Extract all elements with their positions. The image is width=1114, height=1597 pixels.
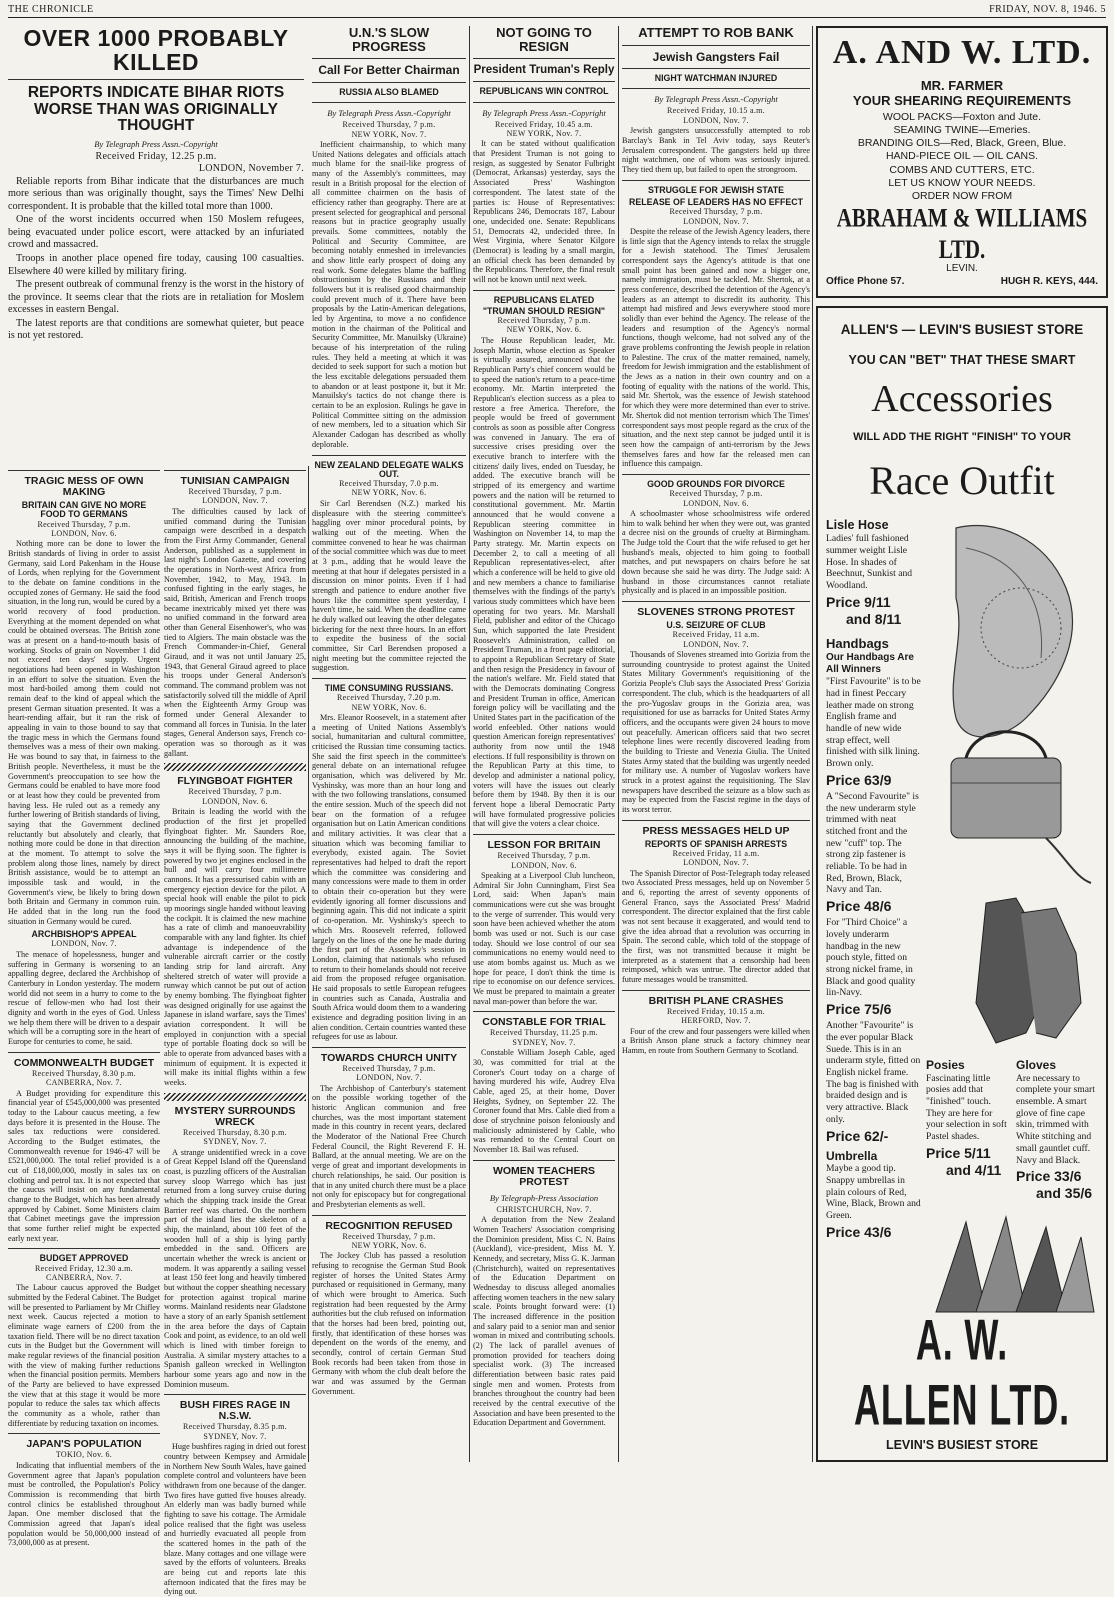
ad-phone: Office Phone 57. [826, 275, 905, 287]
paragraph: Troops in another place opened fire today, causing 100 casualties. Elsewhere 40 were killed by military firing. [8, 252, 304, 277]
received: Received Friday, 10.15 a.m. [666, 106, 765, 116]
story-body: The Jockey Club has passed a resolution refusing to recognise the German Stud Book register of horses the United States Army purchased or requisitioned in Germany, many of which were brought to America. Such registration had been requested by the Army authorities but the club refused on information that the horses had been bred, pointing out, firstly, that identification of these horses was dependent on the words of the enemy, and secondly, control of certain German Stud Book records had been taken from those in Germany with whom the club dealt before the war and was assumed by the German Government. [312, 1251, 466, 1396]
received: Received Thursday, 7 p.m. [342, 1231, 436, 1241]
separator [164, 1093, 306, 1101]
story-headline: NEW ZEALAND DELEGATE WALKS OUT. [314, 459, 464, 479]
story-body: The House Republican leader, Mr. Joseph Martin, whose election as Speaker is virtually assured, announced that the Republican Party's chief concern would be to speed the nation's return to a peace-time economy. Mr. Martin interpreted the Republican's election success as a plea to restore a free America. Therefore, the people would be freed of government controls as soon as possible after Congress was convened in January. The era of successive crises presiding over the executive branch to interfere with the citizens' daily lives, ended on Tuesday, he added. The executive branch will be stripped of its emergency and wartime powers and the nation will be returned to constitutional government. Mr. Martin announced that he would convene a Republican steering committee in Washington on November 14, to map the Party strategy. Mr. Martin expects on December 2, to call a meeting of all Republican representatives-elect, after which a conference will be held to give old and new members a chance to familiarise themselves with the findings of the party's various study committees which have been operating for two years. Mr. Marshall Field, publisher and editor of the Chicago Sun, which supported the late President Roosevelt's Administration, called on President Truman, in a front page editorial, to appoint a Republican Secretary of State and then resign the Presidency in favour of the nation's welfare. Mr. Field stated that with the Democrats dominating Congress and President Truman in office, American foreign policy will be vacillating and the United States part in the pacification of the world enfeebled. Other nations would question American foreign representatives' authority from now until the 1948 elections. If full responsibility is thrown on the Republican Party at this time, to develop and administer a national policy, voters will have the issues out clearly before them by 1948. By then it is our fervent hope a liberal Democratic Party will have formulated progressive policies that will give the voters a clear choice. [473, 335, 615, 829]
byline: By Telegraph Press Assn.-Copyright [482, 107, 606, 118]
posies-block [926, 1058, 1010, 1202]
story-body: Constable William Joseph Cable, aged 30, was committed for trial at the Coroner's Court today on a charge of having murdered his wife, Audrey Elva Cable, aged 25, at their home, Dover Heights, Sydney, on September 22. The Coroner found that Mrs. Cable died from a dose of strychnine poison feloniously and maliciously administered by Cable, who was remanded to the Central Court on November 18. Bail was refused. [473, 1048, 615, 1155]
dateline: TOKIO, Nov. 6. [55, 1450, 113, 1460]
received: Received Thursday, 8.35 p.m. [183, 1422, 287, 1432]
story-subheadline: RUSSIA ALSO BLAMED [339, 86, 439, 97]
story-headline: STRUGGLE FOR JEWISH STATE [647, 184, 785, 195]
story-body: Four of the crew and four passengers were killed when a British Anson plane struck a factory chimney near Hamm, en route from Southern Germany to Scotland. [622, 1026, 810, 1055]
product-desc: Another "Favourite" is the ever popular Black Suede. This is in an underarm style, fitted on English nickel frame. The bag is finished with braided design and is very attractive. Black only. [826, 1020, 921, 1125]
received: Received Thursday, 7.20 p.m. [337, 693, 441, 703]
byline: By Telegraph Press Assn.-Copyright [94, 139, 218, 150]
ad-line: YOU CAN "BET" THAT THESE SMART [848, 353, 1076, 367]
product-price: and 8/11 [846, 610, 902, 627]
lead-story [8, 26, 304, 466]
story-headline: MYSTERY SURROUNDS WRECK [174, 1104, 296, 1128]
product-price: and 35/6 [1036, 1185, 1093, 1202]
ad-town: LEVIN. [946, 262, 978, 274]
product-desc: Maybe a good tip. Snappy umbrellas in plain colours of Red, Wine, Black, Brown and Green. [826, 1163, 921, 1222]
lead-headline: OVER 1000 PROBABLY KILLED [23, 25, 289, 76]
story-body: Huge bushfires raging in dried out forest country between Kempsey and Armidale in Northern New South Wales, have gained complete control and volunteers have been withdrawn from one because of the danger. Two fires have gutted five houses already. An elderly man was badly burned while fighting to save his cottage. The Armidale police realised that the fight was useless and hurriedly evacuated all people from the scattered homes in the path of the blaze. Many cottages and one village were saved by the efforts of volunteers. Breaks are being cut and reports late this afternoon indicated that the fires may be dying out. [164, 1442, 306, 1597]
story-headline: JAPAN'S POPULATION [26, 1438, 142, 1451]
dateline: LONDON, Nov. 7. [683, 115, 749, 125]
story-body: Mrs. Eleanor Roosevelt, in a statement after a meeting of United Nations Assembly's social, humanitarian and cultural committee, criticised the Russian time consuming tactics. She said the first speech in the committee's general debate on an international refugee organisation, which was delivered by Mr. Vyshinsky, was more than an hour long and with the two following translations, consumed the entire session. Much of the speech did not bear on the formation of a refugee organisation but on Latin American conditions and military activities. It was clear that a situation which was becoming familiar to everybody, existed again. The Soviet representatives had helped to draft the report which the committee was considering and many concessions were made to them in order to obtain their co-operation but they were evidently ignoring all former discussions and beginning again. This did not indicate a spirit of co-operation. Mr. Vyshinsky's speech to which Mrs. Roosevelt referred, followed largely on the lines of the one he made during the first part of the Assembly's session in London, claiming that nationals who refused to return to their homelands should not receive aid from the proposed refugee organisation. He said proposals to settle European refugees in countries such as Canada, Australia and South Africa would doom them to a wandering existence and degrading position living in an alien condition. Certain countries wanted these refugees for use as labour. [312, 713, 466, 1042]
ad-line: WOOL PACKS—Foxton and Jute. [882, 111, 1042, 123]
story-body: Sir Carl Berendsen (N.Z.) marked his displeasure with the steering committee's haggling over minor procedural points, by walking out of the meeting. When the committee convened to hear he was chairman of the social committee which was due to meet at 3 p.m., adding that he would leave the meeting at that hour if delegates persisted in a discussion on minor points. Even if I had strength and patience to endure another five hours like the committee spent yesterday, I haven't time, he said. When the deadline came he duly walked out leaving the other delegates bickering for the next three hours. In an effort to expedite the business of the social committee, Sir Carl Berendsen proposed a night meeting but the committee rejected the suggestion. [312, 498, 466, 673]
story-subheadline: REPUBLICANS WIN CONTROL [479, 86, 609, 97]
dateline: NEW YORK, Nov. 7. [506, 129, 582, 139]
column-1 [8, 470, 160, 1548]
product-title: Gloves [1016, 1058, 1057, 1072]
product-price: Price 43/6 [826, 1223, 892, 1240]
product-title: Handbags [826, 635, 889, 651]
ad-text-column [826, 518, 922, 1327]
received: Received Thursday, 7 p.m. [497, 316, 591, 326]
byline: By Telegraph Press Assn.-Copyright [327, 108, 451, 119]
dateline: NEW YORK, Nov. 6. [351, 702, 427, 712]
story-headline: TOWARDS CHURCH UNITY [320, 1051, 458, 1064]
story-body: Thousands of Slovenes streamed into Gorizia from the surrounding countryside to protest against the United States Military Government's requisitioning of the Gorizia People's Club says the Associated Press' Gorizia correspondent. The club, which is the headquarters of all the pro-Yugoslav groups in the Gorizia area, was requisitioned for use as barracks for United States Army officers, and the occupants were given 24 hours to move out peacefully. American officers said that two secret telephone lines were recently discovered leading from the building to Trieste and Venezia Giulia. The United States Army stated that the building was urgently needed for military use. A number of Yugoslav workers have struck in a protest against the requisitioning. The Slav newspapers have described the seizure as a blow such as may be expected from the Fascist regime in the days of its worst terror. [622, 650, 810, 814]
received: Received Friday, 11 a.m. [672, 848, 760, 858]
product-desc: Ladies' full fashioned summer weight Lisle Hose. In shades of Beechnut, Sunkist and Woodland. [826, 533, 913, 592]
story-headline: WOMEN TEACHERS PROTEST [492, 1164, 596, 1188]
ad-footer: LEVIN'S BUSIEST STORE [885, 1438, 1039, 1452]
story-headline: TUNISIAN CAMPAIGN [180, 475, 290, 487]
story-body: Britain is leading the world with the production of the first jet propelled flyingboat fighter. Mr. Saunders Roe, announcing the building of the machine, says it will be flying soon. The fighter is powered by two jet engines enclosed in the hull and will carry four millimetre cannons. It has a pressurised cabin with an emergency ejection device for the pilot. A special hook will enable the pilot to pick up moorings single handed without leaving the cockpit. It is claimed the new machine has a rate of climb and manoeuvrability comparable with any land fighter. Its chief advantage is independence of the vulnerable aircraft carrier or the costly landing strip for land aircraft. Any sheltered stretch of water will provide a runway which cannot be put out of action by enemy bombing. The flyingboat fighter was designed originally for use against the Japanese in island warfare, says the Times' aviation correspondent. It will be employed in conjunction with a special type of portable floating dock so will be able to operate from advanced bases with a minimum of equipment. It is expected it will make its initial flights within a few weeks. [164, 807, 306, 1088]
dateline: NEW YORK, Nov. 6. [351, 1240, 427, 1250]
ad-line: LET US KNOW YOUR NEEDS. [888, 176, 1036, 189]
product-price: Price 62/- [826, 1127, 889, 1144]
lead-subheadline: REPORTS INDICATE BIHAR RIOTS WORSE THAN WAS ORIGINALLY THOUGHT [27, 84, 285, 134]
received: Received Friday, 12.25 p.m. [95, 151, 217, 163]
product-price: Price 75/6 [826, 1001, 892, 1018]
story-headline: LESSON FOR BRITAIN [487, 839, 601, 852]
issue-date: FRIDAY, NOV. 8, 1946. 5 [989, 4, 1106, 15]
product-price: and 4/11 [946, 1161, 1002, 1178]
ad-firm: ABRAHAM & WILLIAMS LTD. [836, 202, 1088, 264]
paper-name: THE CHRONICLE [8, 4, 94, 15]
ad-line: COMBS AND CUTTERS, ETC. [889, 163, 1035, 176]
story-body: A deputation from the New Zealand Women Teachers' Association comprising the Dominion president, Miss C. N. Bains (Auckland), vice-president, Miss M. Y. Kennedy, and secretary, Miss G. K. Jarman (Christchurch), waited on representatives of the Education Department on Wednesday to discuss alleged anomalies affecting women teachers in the new salary scale. Points brought forward were: (1) The increased difference in the position and salary paid to a senior man and senior woman in mixed and contributing schools. (2) The lack of parallel avenues of promotion provided for teachers doing specialist work. (3) The increased differentiation between basic rates paid single men and women. Protests from branches throughout the country had been received by the central executive of the Association and have been presented to the Education Department and Government. [473, 1215, 615, 1428]
story-headline: TIME CONSUMING RUSSIANS. [324, 682, 454, 693]
story-headline: BUDGET APPROVED [39, 1253, 129, 1264]
story-body: It can be stated without qualification that President Truman is not going to resign, as suggested by Senator Fulbright (Democrat, Arkansas) yesterday, says the Associated Press' Washington correspondent. The latest state of the parties is: House of Representatives: Republicans 246, Democrats 187, Labour one, undecided one. Senate: Republicans 51, Democrats 42, undecided three. In West Virginia, where Senator Kilgore (Democrat) is leading by a small margin, an official check has been demanded by the Republicans. Therefore, the final result will not be known until next week. [473, 139, 615, 284]
product-price: Price 33/6 [1016, 1168, 1082, 1185]
product-subtitle: Our Handbags Are All Winners [826, 651, 914, 675]
story-body: Inefficient chairmanship, to which many United Nations delegates and officials attach much blame for the snail-like progress of many of the Assembly's committees, may result in a British proposal for the election of all committee chairmen on the basis of efficiency rather than geography. There are at present selected for geographical and personal reasons but in practice geography usually prevails. Some committees, notably the Political and Security Committee, are becoming notably enmeshed in irrelevancies and show little early prospect of doing any real work. Some delegates blame the baffling obstructionism by the Russians and their followers but it is realised good chairmanship could prevent much of it. There have been proposals by the Latin-American delegations, led by Argentina, to move a no confidence motion in the chairman of the Political and Security Committee, Mr. Manuilsky (Ukraine) because of his interpretation of the ruling rules. They held a meeting at which it was decided to seek support for such a motion but the less excitable delegations persuaded them to abandon or at least postpone it, but it Mr. Manuilsky's tactics do not change there is certain to be an explosion. Rulings he gave in Political Committee sitting on the admission of new members, led to a situation which Sir Alexander Cadogan has described as wholly deplorable. [312, 140, 466, 449]
received: Received Thursday, 7 p.m. [188, 487, 282, 497]
product-price: Price 9/11 [826, 593, 891, 610]
received: Received Thursday, 8.30 p.m. [183, 1127, 287, 1137]
story-headline: ARCHBISHOP'S APPEAL [31, 929, 137, 940]
dateline: HERFORD, Nov. 7. [681, 1016, 751, 1026]
received: Received Friday, 11 a.m. [672, 630, 760, 640]
story-body: Nothing more can be done to lower the British standards of living in order to assist Germany, said Lord Pakenham in the House of Lords, when replying for the Government to the debate on famine conditions in the occupied zones of Germany. He said the food situation, in the long run, would be cured by a world recovery of food production. Everything at the moment depended on what could be obtained overseas. The British zone was at present on a hand-to-mouth basis of working. Stocks of grain on November 1 did not exceed ten days' supply. Urgent negotiations had been opened in Washington in an effort to solve the situation. Even the most hard-boiled among them could not remain deaf to the kind of appeal which the present German situation presented. It was a heart-rending affair, but it ran the risk of appealing in vain to those bound to say that the tragic mess in which the Germans found themselves was a mess of their own making. He was bound to say that, in fairness to the British people. Nevertheless, it must be the Government's preoccupation to see how the Germans could be enabled to have more food or at least how they could be prevented from having less. He ruled out as a remedy any further lowering of British standards of living, saying that the Government declined reluctantly but absolutely and clearly, that nothing more could be done in that direction at the moment. To attempt to solve the problem along those lines, namely by direct British assistance, would be to attempt an impossible task and would, in the Government's view, be likely to bring down both Britain and Germany in common ruin. He added that in the long run the food situation in Germany would be cured. [8, 539, 160, 926]
gloves-illustration [926, 893, 1098, 1053]
ad-accessories: Accessories [871, 378, 1053, 420]
story-body: A strange unidentified wreck in a cove of Great Keppel Island off the Queensland coast, is puzzling officers of the Australian survey sloop Warrego which has just returned from a long survey cruise during which the shipping track inside the Great Barrier reef was charted. On the northern part of the island lies the skeleton of a ship, the mainland, about 100 feet of the wooden hull of a ship is lying partly embedded in the sand. Officers are uncertain whether the wreck is ancient or modern. It was apparently a sailing vessel at least 150 feet long and heavily timbered but without the copper sheathing necessary for protection against tropical marine worms. Mainland residents near Gladstone have a story of an early Spanish settlement in the area before the days of Captain Cook and point, as evidence, to an old well which is lined with timber foreign to Australia. A similar mystery attaches to a Spanish galleon wrecked in Wellington harbour some years ago and now in the Dominion museum. [164, 1147, 306, 1389]
product-title: Umbrella [826, 1148, 878, 1163]
story-headline: BUSH FIRES RAGE IN N.S.W. [179, 1399, 291, 1423]
story-body: The menace of hopelessness, hunger and suffering in Germany is worsening to an appalling degree, declared the Archbishop of Canterbury in London yesterday. The modern world did not seem in a hurry to come to the rescue of fellow-men who had lost their dignity and worth in the eyes of God. Unless we help them there will be driven to a despair which will be a corrupting sore in the heart of Europe for centuries to come, he said. [8, 949, 160, 1046]
umbrella-illustration [926, 1202, 1098, 1322]
masthead [8, 4, 1106, 18]
received: Received Thursday, 7 p.m. [669, 207, 763, 217]
story-headline: NOT GOING TO RESIGN [496, 25, 592, 54]
story-subheadline: "TRUMAN SHOULD RESIGN" [482, 305, 606, 316]
story-body: The Labour caucus approved the Budget submitted by the Federal Cabinet. The Budget will be presented to Parliament by Mr Chifley next week. Caucus rejected a motion to eliminate wage earners of £200 from the taxation field. There will be no direct taxation cuts in the Budget but the Government will make regular reviews of the financial position with the view of making further reductions when the financial position permits. Members of the Party are believed to have expressed the view that at this stage it would be more popular to reduce the sales tax which affects the community as a whole, rather than differentiate by reducing taxation on incomes. [8, 1283, 160, 1428]
column-rule [812, 26, 813, 1462]
dateline: LONDON, Nov. 7. [683, 858, 749, 868]
ad-allen-name: A. W. ALLEN LTD. [854, 1309, 1070, 1438]
received: Received Friday, 10.15 a.m. [666, 1006, 765, 1016]
dateline: LONDON, Nov. 6. [202, 796, 268, 806]
dateline: LONDON, November 7. [198, 162, 304, 174]
byline: By Telegraph Press Assn.-Copyright [654, 94, 778, 105]
received: Received Friday, 10.45 a.m. [494, 119, 593, 129]
story-headline: FLYINGBOAT FIGHTER [177, 775, 293, 788]
story-subheadline: Jewish Gangsters Fail [652, 49, 780, 64]
column-rule [469, 26, 470, 1462]
dateline: LONDON, Nov. 7. [683, 639, 749, 649]
story-headline: GOOD GROUNDS FOR DIVORCE [647, 478, 785, 489]
ad-a-and-w [816, 26, 1108, 298]
product-desc: Are necessary to complete your smart ensemble. A smart glove of fine cape skin, trimmed with White stitching and small gauntlet cuff. Navy and Black. [1016, 1072, 1095, 1166]
paragraph: One of the worst incidents occurred when 150 Moslem refugees, being evacuated under police escort, were attacked by an infuriated crowd and massacred. [8, 214, 304, 251]
story-headline: PRESS MESSAGES HELD UP [642, 824, 790, 837]
ad-line: BRANDING OILS—Red, Black, Green, Blue. [857, 137, 1067, 150]
gloves-block [1016, 1058, 1098, 1202]
ad-line: HAND-PIECE OIL — OIL CANS. [885, 150, 1039, 163]
column-2 [164, 470, 306, 1597]
story-headline: REPUBLICANS ELATED [493, 294, 595, 305]
separator [164, 763, 306, 771]
product-title: Posies [926, 1058, 965, 1072]
story-body: A schoolmaster whose schoolmistress wife ordered him to walk behind her when they were out, was granted a decree nisi on the grounds of cruelty at Birmingham. The Judge told the Court that the wife refused to get her husband's meals, objected to him going to football matches, and put newspapers on chairs before he sat down because she said he was dirty. The Judge said: A husband in those circumstances cannot retaliate physically and is placed in an impossible position. [622, 508, 810, 596]
received: Received Thursday, 7 p.m. [497, 851, 591, 861]
handbag-illustration [926, 518, 1098, 888]
received: Received Thursday, 7 p.m. [342, 1063, 436, 1073]
product-price: Price 63/9 [826, 771, 892, 788]
dateline: NEW YORK, Nov. 7. [351, 129, 427, 139]
ad-allens [816, 306, 1108, 1462]
received: Received Friday, 12.30 a.m. [34, 1263, 133, 1273]
story-body: The Spanish Director of Post-Telegraph today released two Associated Press messages, held up on November 5 and 6, reporting the arrest of seventy opponents of General Franco, says the Associated Press' Madrid correspondent. The director explained that the first cable was not sent because it exaggerated, and would tend to give the idea abroad that a revolution was occurring in Spain. The second cable, which told of the stoppage of the first, was not transmitted because it might be interpreted as a statement that a censorship had been reimposed, which was untrue. The director added that future messages would be transmitted. [622, 868, 810, 985]
received: Received Thursday, 7 p.m. [342, 120, 436, 130]
story-subheadline: REPORTS OF SPANISH ARRESTS [644, 838, 788, 849]
ad-keys: HUGH R. KEYS, 444. [1000, 275, 1098, 287]
dateline: LONDON, Nov. 7. [51, 939, 117, 949]
story-headline: RECOGNITION REFUSED [325, 1219, 453, 1232]
dateline: LONDON, Nov. 7. [356, 1073, 422, 1083]
story-headline: CONSTABLE FOR TRIAL [482, 1016, 606, 1029]
story-subheadline: NIGHT WATCHMAN INJURED [654, 73, 778, 84]
dateline: LONDON, Nov. 6. [51, 528, 117, 538]
column-4 [473, 26, 615, 1462]
ad-title: A. AND W. LTD. [832, 34, 1092, 71]
column-rule [308, 466, 309, 1462]
paragraph: The latest reports are that conditions are somewhat quieter, but peace is not yet restored. [8, 317, 304, 342]
received: Received Thursday, 8.30 p.m. [32, 1068, 136, 1078]
received: Received Thursday, 7 p.m. [669, 489, 763, 499]
ad-line: ORDER NOW FROM [911, 189, 1013, 202]
story-subheadline: RELEASE OF LEADERS HAS NO EFFECT [629, 196, 803, 207]
dateline: NEW YORK, Nov. 6. [351, 488, 427, 498]
received: Received Thursday, 7 p.m. [37, 519, 131, 529]
column-5 [622, 26, 810, 1462]
ad-line: MR. FARMER [920, 78, 1004, 93]
dateline: SYDNEY, Nov. 7. [512, 1037, 576, 1047]
ad-line: SEAMING TWINE—Emeries. [893, 124, 1031, 137]
ad-header: ALLEN'S — LEVIN'S BUSIEST STORE [840, 322, 1084, 337]
received: Received Thursday, 7.0 p.m. [339, 478, 439, 488]
product-desc: For "Third Choice" a lovely underarm handbag in the new pouch style, fitted on strong nickel frame, in Black and good quality lin-Navy. [826, 917, 916, 999]
dateline: LONDON, Nov. 7. [202, 496, 268, 506]
story-headline: COMMONWEALTH BUDGET [13, 1056, 155, 1069]
ad-line: YOUR SHEARING REQUIREMENTS [852, 93, 1072, 108]
story-subheadline: Call For Better Chairman [318, 63, 460, 78]
dateline: CANBERRA, Nov. 7. [46, 1078, 122, 1088]
story-subheadline: U.S. SEIZURE OF CLUB [666, 620, 766, 631]
story-headline: TRAGIC MESS OF OWN MAKING [24, 475, 144, 499]
dateline: LONDON, Nov. 6. [511, 860, 577, 870]
story-subheadline: BRITAIN CAN GIVE NO MORE FOOD TO GERMANS [21, 500, 147, 520]
product-title: Lisle Hose [826, 518, 889, 532]
product-price: Price 5/11 [926, 1144, 991, 1161]
column-3 [312, 26, 466, 1462]
ad-illustrations [926, 518, 1098, 1327]
dateline: CANBERRA, Nov. 7. [46, 1272, 122, 1282]
received: Received Thursday, 7 p.m. [188, 787, 282, 797]
product-desc: A "Second Favourite" is the new underarm style trimmed with neat stitched front and the new "cuff" top. The strong zip fastener is reliable. To be had in Red, Brown, Black, Navy and Tan. [826, 790, 919, 896]
dateline: SYDNEY, Nov. 7. [203, 1431, 267, 1441]
story-headline: U.N.'S SLOW PROGRESS [348, 25, 430, 54]
product-price: Price 48/6 [826, 898, 892, 915]
story-body: Indicating that influential members of the Government agree that Japan's population must be controlled, the Population's Policy Commission is recommending that birth control clinics be established throughout Japan. One member disclosed that the Commission agreed that Japan's ideal population would be 50,000,000 instead of 73,000,000 as at present. [8, 1460, 160, 1548]
story-body: Jewish gangsters unsuccessfully attempted to rob Barclay's Bank in Tel Aviv today, says Reuter's Jerusalem correspondent. The gangsters held up three night watchmen, one of whom was seriously injured. They tied them up, but failed to open the strongroom. [622, 126, 810, 175]
story-body: The Archbishop of Canterbury's statement on the possible working together of the historic Anglican communion and free churches, was the most important statement made in this country in recent years, declared the Moderator of the National Free Church Federal Council, the Right Reverend F. H. Ballard, at the annual meeting. We are on the verge of great and important developments in church relationships, he said. Our position is that in any united church there must be a place not only for episcopacy but for congregational and Presbyterian elements as well. [312, 1083, 466, 1209]
dateline: CHRISTCHURCH, Nov. 7. [496, 1204, 592, 1214]
story-headline: BRITISH PLANE CRASHES [648, 994, 784, 1007]
dateline: LONDON, Nov. 7. [683, 216, 749, 226]
story-subheadline: President Truman's Reply [473, 64, 615, 77]
dateline: NEW YORK, Nov. 6. [506, 325, 582, 335]
story-body: Despite the release of the Jewish Agency leaders, there is little sign that the Agency intends to relax the struggle for a Jewish statehood. The Times' Jerusalem correspondent says the Agency's attitude is that one small point has been gained and now a bigger one, namely immigration, must be tackled. Mr. Shertok, at a press conference, described the detention of the Agency's leaders as an attempt to discredit its authority. This attempt had misfired and Jews everywhere stood more solidly than ever behind the Agency. The release of the leaders and resumption of the Agency's normal functions, though welcome, had not solved any of the grave problems confronting the Jewish people in relation to Palestine. The crux of the matter remained, namely, freedom for Jewish immigration and the establishment of the Jews as a nation in their own country and on a footing of equality with the nations of the world. This, said Mr. Shertok, was the essence of Jewish statehood for which they were more determined than ever to strive. Mr. Shertok did not mention terrorism which The Times' correspondent says most people regard as the crux of the situation, and the next step cannot be judged until it is seen how the campaign of anti-terrorism by the Jews themselves fares and how far the released men can influence this campaign. [622, 227, 810, 469]
story-headline: ATTEMPT TO ROB BANK [638, 25, 794, 40]
paragraph: Reliable reports from Bihar indicate that the disturbances are much more serious than was originally thought, says the Times' New Delhi correspondent. It is probable that the killed total more than 1000. [8, 175, 304, 212]
ad-race-outfit: Race Outfit [869, 458, 1055, 503]
paragraph: The present outbreak of communal frenzy is the worst in the history of the province. It seems clear that the riots are in retaliation for Moslem excesses in eastern Bengal. [8, 279, 305, 316]
received: Received Thursday, 11.25 p.m. [490, 1028, 598, 1038]
story-body: A Budget providing for expenditure this financial year of £545,000,000 was presented today to the Labour caucus meeting, a few days before it is presented in the House. The sales tax reductions were considered. According to the Budget estimates, the Commonwealth revenue for 1946-47 will be £521,000,000. The total relief provided is a cut of £18,000,000, mostly in sales tax on clothing and petrol tax. It is not expected that the caucus will insist on any fundamental change to the Budget, which has been already approved by Cabinet. Some Ministers claim that Cabinet meetings gave the impression that some further relief might be expected early next year. [8, 1088, 160, 1243]
story-headline: SLOVENES STRONG PROTEST [637, 606, 795, 619]
product-desc: "First Favourite" is to be had in finest Peccary leather made on strong English frame and handle of new wide strap effect, well finished with silk lining. Brown only. [826, 676, 921, 770]
byline: By Telegraph-Press Association [489, 1192, 599, 1203]
dateline: LONDON, Nov. 6. [683, 498, 749, 508]
ad-line: WILL ADD THE RIGHT "FINISH" TO YOUR [853, 431, 1071, 443]
story-body: The difficulties caused by lack of unified command during the Tunisian campaign were described in a despatch from the First Army Commander, General Anderson, published as a supplement in last night's London Gazette, and covering the operations in North-west Africa from November, 1942, to May, 1943. In confused fighting in the early stages, he said, British, American and French troops became inextricably mixed yet there was no unified command in the forward area other than General Eisenhower's, who was tied to Algiers. The main obstacle was the French Commander-in-Chief, General Giraud, and it was not until January 25, 1943, that General Giraud agreed to place his troops under General Anderson's command. The command problem was not satisfactorily solved till the middle of April when the Eighteenth Army Group was formed under General Alexander to command all forces in Tunisia. In the later stages, General Anderson says, French co-operation was so thorough as it was gallant. [164, 506, 306, 758]
column-rule [618, 26, 619, 1462]
product-desc: Fascinating little posies add that "finished" touch. They are here for your selection in soft Pastel shades. [926, 1072, 1007, 1143]
dateline: SYDNEY, Nov. 7. [203, 1137, 267, 1147]
story-body: Speaking at a Liverpool Club luncheon, Admiral Sir John Cunningham, First Sea Lord, said: When Japan's main communications were cut she was brought to the verge of surrender. This would very soon have been achieved whether the atom bomb was used or not. Such is our case today. Should we lose control of our sea communications no enemy would need to use atom bombs against us. Much as we hope for peace, I don't think the time is ripe to economise on our defence services. We must be prepared to maintain a greater naval man-power than before the war. [473, 871, 615, 1006]
